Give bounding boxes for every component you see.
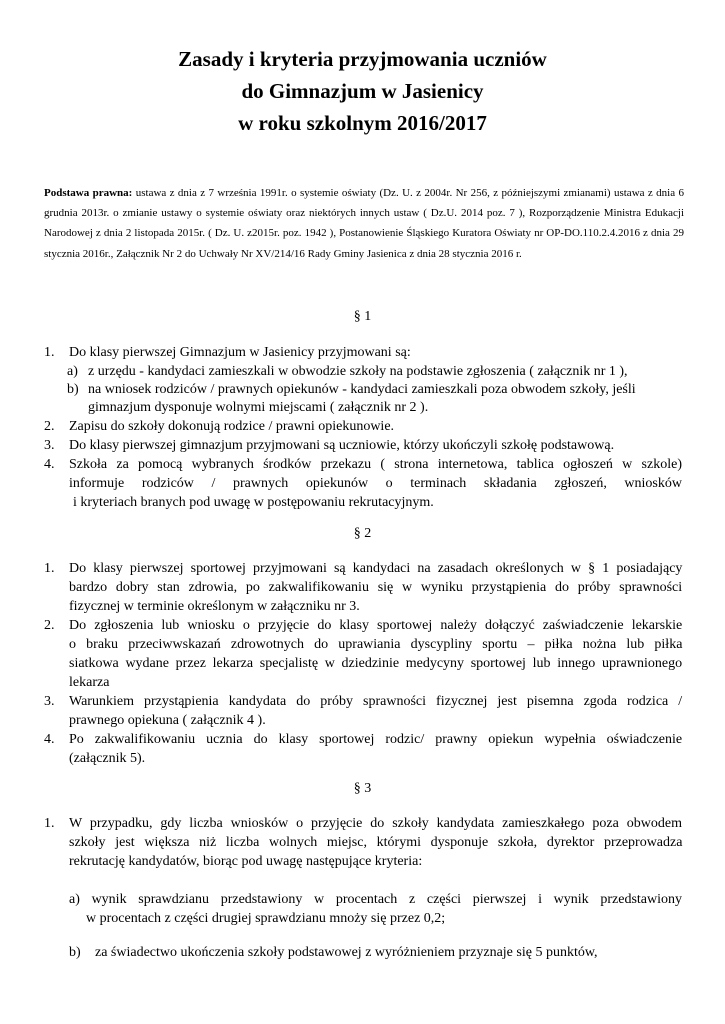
- s2-item-1-text-line-2: bardzo dobry stan zdrowia, po zakwalifikowaniu się w wyniku przystąpienia do próby sprawności: [69, 580, 683, 595]
- legal-basis-label: Podstawa prawna:: [44, 187, 133, 199]
- s2-item-1-text-line-1: Do klasy pierwszej sportowej przyjmowani są kandydaci na zasadach określonych w § 1 posiadający: [69, 561, 683, 576]
- s1-item-1b-mark: b): [67, 382, 79, 397]
- s2-item-2-text-line-2: o braku przeciwwskazań zdrowotnych do uprawiania dyscypliny sportu – piłka nożna lub piłka: [69, 637, 683, 652]
- s3-criterion-b-mark: b): [69, 945, 81, 960]
- s3-item-1-text-line-2: szkoły jest większa niż liczba wolnych miejsc, którymi dysponuje szkoła, dyrektor przeprowadza: [69, 835, 683, 850]
- s1-item-1a-text: z urzędu - kandydaci zamieszkali w obwodzie szkoły na podstawie zgłoszenia ( załącznik nr 1 ),: [88, 364, 628, 379]
- s1-item-1b-text-line-2: gimnazjum dysponuje wolnymi miejscami ( załącznik nr 2 ).: [88, 400, 429, 415]
- s3-criterion-b-text: za świadectwo ukończenia szkoły podstawowej z wyróżnieniem przyznaje się 5 punktów,: [95, 945, 598, 960]
- s2-item-3-number: 3.: [44, 694, 55, 709]
- doc-title-line-1: Zasady i kryteria przyjmowania uczniów: [178, 47, 547, 71]
- section-2-heading: § 2: [353, 526, 372, 541]
- s2-item-2-text-line-3: siatkowa wydane przez lekarza specjalistę w dziedzinie medycyny sportowej lub innego uprawnionego: [69, 656, 683, 671]
- s2-item-2-number: 2.: [44, 618, 55, 633]
- s2-item-2-text-line-1: Do zgłoszenia lub wniosku o przyjęcie do klasy sportowej należy dołączyć zaświadczenie lekarskie: [69, 618, 683, 633]
- s3-criterion-a-line-2: w procentach z części drugiej sprawdzianu mnoży się przez 0,2;: [86, 911, 446, 926]
- s2-item-3-text-line-2: prawnego opiekuna ( załącznik 4 ).: [69, 713, 266, 728]
- s3-criterion-a-line-1: a) wynik sprawdzianu przedstawiony w procentach z części pierwszej i wynik przedstawiony: [69, 892, 682, 907]
- s3-item-1-text-line-3: rekrutację kandydatów, biorąc pod uwagę następujące kryteria:: [69, 854, 423, 869]
- s1-item-1a-mark: a): [67, 364, 78, 379]
- s2-item-4-text-line-1: Po zakwalifikowaniu ucznia do klasy sportowej rodzic/ prawny opiekun wypełnia oświadczenie: [69, 732, 683, 747]
- legal-basis-text: ustawa z dnia z 7 września 1991r. o systemie oświaty (Dz. U. z 2004r. Nr 256, z późniejszymi zmianami) ustawa z dnia 6 grudnia 2013r. o zmianie ustawy o systemie oświaty oraz niektórych innych ustaw ( Dz.U. 2014 poz. 7 ), Rozporządzenie Ministra Edukacji Narodowej z dnia 2 listopada 2015r. ( Dz. U. z2015r. poz. 1942 ), Postanowienie Śląskiego Kuratora Oświaty nr OP-DO.110.2.4.2016 z dnia 29 stycznia 2016r., Załącznik Nr 2 do Uchwały Nr XV/214/16 Rady Gminy Jasienica z dnia 28 stycznia 2016 r.: [44, 187, 684, 260]
- s1-item-4-text-line-2: informuje rodziców / prawnych opiekunów o terminach składania zgłoszeń, wniosków: [69, 476, 682, 491]
- s3-item-1-text-line-1: W przypadku, gdy liczba wniosków o przyjęcie do szkoły kandydata zamieszkałego poza obwodem: [69, 816, 682, 831]
- s1-item-4-text-line-1: Szkoła za pomocą wybranych środków przekazu ( strona internetowa, tablica ogłoszeń w szkole): [69, 457, 682, 472]
- s1-item-3-text: Do klasy pierwszej gimnazjum przyjmowani są uczniowie, którzy ukończyli szkołę podstawową.: [69, 438, 615, 453]
- doc-title-line-2: do Gimnazjum w Jasienicy: [241, 79, 484, 103]
- section-3-heading: § 3: [353, 781, 372, 796]
- s1-item-1-text: Do klasy pierwszej Gimnazjum w Jasienicy przyjmowani są:: [69, 345, 411, 360]
- s2-item-3-text-line-1: Warunkiem przystąpienia kandydata do próby sprawności fizycznej jest pisemna zgoda rodzica /: [69, 694, 683, 709]
- s1-item-4-text-line-3: i kryteriach branych pod uwagę w postępowaniu rekrutacyjnym.: [73, 495, 434, 510]
- s1-item-2-number: 2.: [44, 419, 55, 434]
- s1-item-2-text: Zapisu do szkoły dokonują rodzice / prawni opiekunowie.: [69, 419, 395, 434]
- s2-item-4-number: 4.: [44, 732, 55, 747]
- s3-item-1-number: 1.: [44, 816, 55, 831]
- s2-item-1-number: 1.: [44, 561, 55, 576]
- s2-item-4-text-line-2: (załącznik 5).: [69, 751, 146, 766]
- legal-basis: [44, 183, 684, 264]
- s1-item-4-number: 4.: [44, 457, 55, 472]
- s1-item-3-number: 3.: [44, 438, 55, 453]
- s2-item-2-text-line-4: lekarza: [69, 675, 110, 690]
- doc-title-line-3: w roku szkolnym 2016/2017: [238, 111, 487, 135]
- section-1-heading: § 1: [353, 309, 372, 324]
- s1-item-1b-text-line-1: na wniosek rodziców / prawnych opiekunów - kandydaci zamieszkali poza obwodem szkoły, jeśli: [88, 382, 636, 397]
- s1-item-1-number: 1.: [44, 345, 55, 360]
- s2-item-1-text-line-3: fizycznej w terminie określonym w załączniku nr 3.: [69, 599, 360, 614]
